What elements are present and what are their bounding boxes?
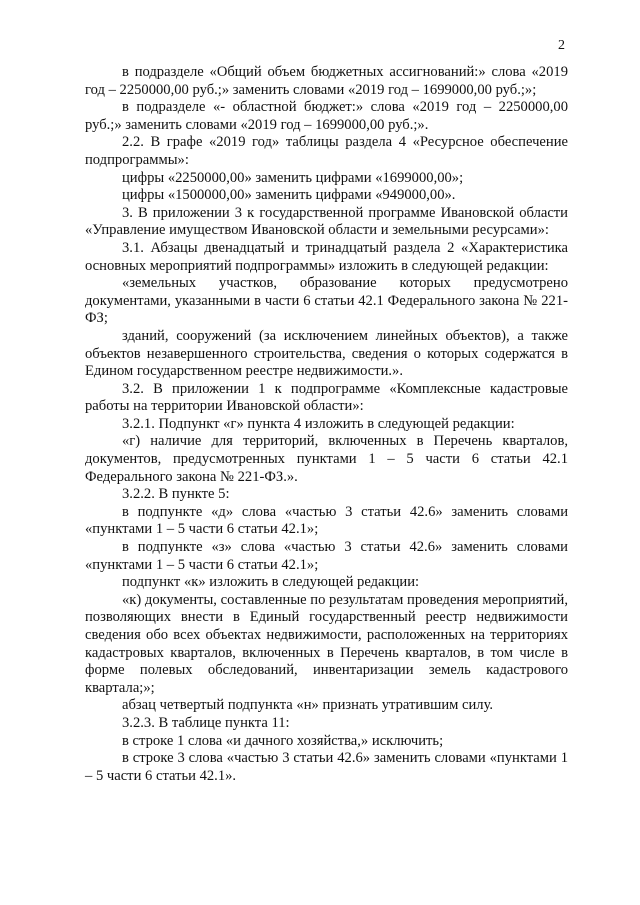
paragraph: 3.2.1. Подпункт «г» пункта 4 изложить в следующей редакции:	[122, 415, 515, 432]
page-number: 2	[558, 38, 565, 53]
paragraph: 3.2. В приложении 1 к подпрограмме «Комплексные кадастровые работы на территории Ивановской области»:	[85, 380, 568, 415]
paragraph: 2.2. В графе «2019 год» таблицы раздела 4 «Ресурсное обеспечение подпрограммы»:	[85, 134, 568, 168]
paragraph: «к) документы, составленные по результатам проведения мероприятий, позволяющих внести в Единый государственный реестр недвижимости сведения обо всех объектах недвижимости, расположенных на территориях кадастровых кварталов, включенных в Перечень кварталов, в том числе в форме полевых обследований, инвентаризации земель кадастрового квартала;»;	[85, 591, 568, 696]
paragraph: 3.1. Абзацы двенадцатый и тринадцатый раздела 2 «Характеристика основных мероприятий подпрограммы» изложить в следующей редакции:	[85, 239, 568, 274]
paragraph: в подпункте «д» слова «частью 3 статьи 42.6» заменить словами «пунктами 1 – 5 части 6 статьи 42.1»;	[85, 503, 568, 538]
paragraph: в подпункте «з» слова «частью 3 статьи 42.6» заменить словами «пунктами 1 – 5 части 6 статьи 42.1»;	[85, 539, 568, 573]
paragraph: цифры «2250000,00» заменить цифрами «1699000,00»;	[122, 169, 464, 186]
paragraph: в подразделе «- областной бюджет:» слова «2019 год – 2250000,00 руб.;» заменить словами «2019 год – 1699000,00 руб.;».	[85, 99, 568, 133]
paragraph: «г) наличие для территорий, включенных в Перечень кварталов, документов, предусмотренных пунктами 1 – 5 части 6 статьи 42.1 Федерального закона № 221-ФЗ.».	[85, 433, 568, 485]
paragraph: подпункт «к» изложить в следующей редакции:	[122, 574, 420, 591]
paragraph: «земельных участков, образование которых предусмотрено документами, указанными в части 6 статьи 42.1 Федерального закона № 221-ФЗ;	[85, 275, 568, 327]
paragraph: цифры «1500000,00» заменить цифрами «949000,00».	[122, 187, 456, 204]
paragraph: 3. В приложении 3 к государственной программе Ивановской области «Управление имуществом Ивановской области и земельными ресурсами»:	[85, 204, 568, 239]
paragraph: 3.2.3. В таблице пункта 11:	[122, 714, 290, 731]
paragraph: зданий, сооружений (за исключением линейных объектов), а также объектов незавершенного строительства, сведения о которых содержатся в Едином государственном реестре недвижимости.».	[85, 327, 568, 380]
paragraph: в подразделе «Общий объем бюджетных ассигнований:» слова «2019 год – 2250000,00 руб.;» заменить словами «2019 год – 1699000,00 руб.;»;	[85, 64, 568, 98]
document-body	[85, 64, 568, 785]
paragraph: в строке 3 слова «частью 3 статьи 42.6» заменить словами «пунктами 1 – 5 части 6 статьи 42.1».	[85, 750, 568, 784]
paragraph: в строке 1 слова «и дачного хозяйства,» исключить;	[122, 732, 444, 749]
paragraph: 3.2.2. В пункте 5:	[122, 486, 230, 503]
paragraph: абзац четвертый подпункта «н» признать утратившим силу.	[122, 697, 494, 714]
